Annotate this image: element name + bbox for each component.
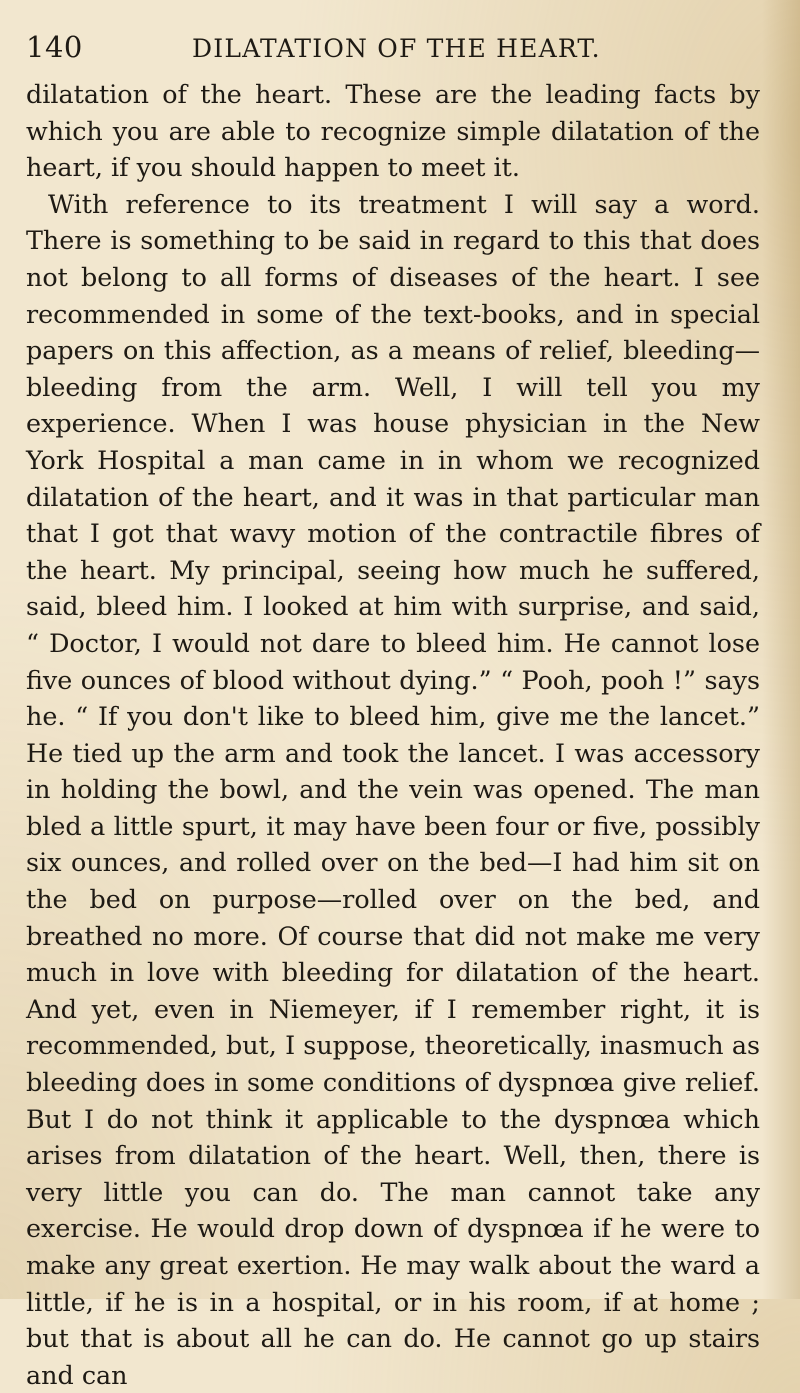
- page-edge-shadow: [762, 0, 800, 1299]
- paragraph-continued: dilatation of the heart. These are the leading facts by which you are able to recognize simple dilatation of the heart, if you should happen to meet it.: [26, 79, 760, 183]
- body-text: [26, 76, 760, 1393]
- page-header: [26, 30, 760, 66]
- book-page: [26, 30, 760, 1393]
- running-head: DILATATION OF THE HEART.: [192, 34, 601, 63]
- paragraph-treatment: With reference to its treatment I will say a word. There is something to be said in regard to this that does not belong to all forms of diseases of the heart. I see recommended in some of the text-books, and in special papers on this affection, as a means of relief, bleeding—bleeding from the arm. Well, I will tell you my experience. When I was house physician in the New York Hospital a man came in in whom we recognized dilatation of the heart, and it was in that particular man that I got that wavy motion of the contractile fibres of the heart. My principal, seeing how much he suffered, said, bleed him. I looked at him with surprise, and said, “ Doctor, I would not dare to bleed him. He cannot lose five ounces of blood without dying.” “ Pooh, pooh !” says he. “ If you don't like to bleed him, give me the lancet.” He tied up the arm and took the lancet. I was accessory in holding the bowl, and the vein was opened. The man bled a little spurt, it may have been four or five, possibly six ounces, and rolled over on the bed—I had him sit on the bed on purpose—rolled over on the bed, and breathed no more. Of course that did not make me very much in love with bleeding for dilatation of the heart. And yet, even in Niemeyer, if I remember right, it is recommended, but, I suppose, theoretically, inasmuch as bleeding does in some conditions of dyspnœa give relief. But I do not think it applicable to the dyspnœa which arises from dilatation of the heart. Well, then, there is very little you can do. The man cannot take any exercise. He would drop down of dyspnœa if he were to make any great exertion. He may walk about the ward a little, if he is in a hospital, or in his room, if at home ; but that is about all he can do. He cannot go up stairs and can: [26, 188, 760, 1390]
- page-number: 140: [26, 30, 83, 64]
